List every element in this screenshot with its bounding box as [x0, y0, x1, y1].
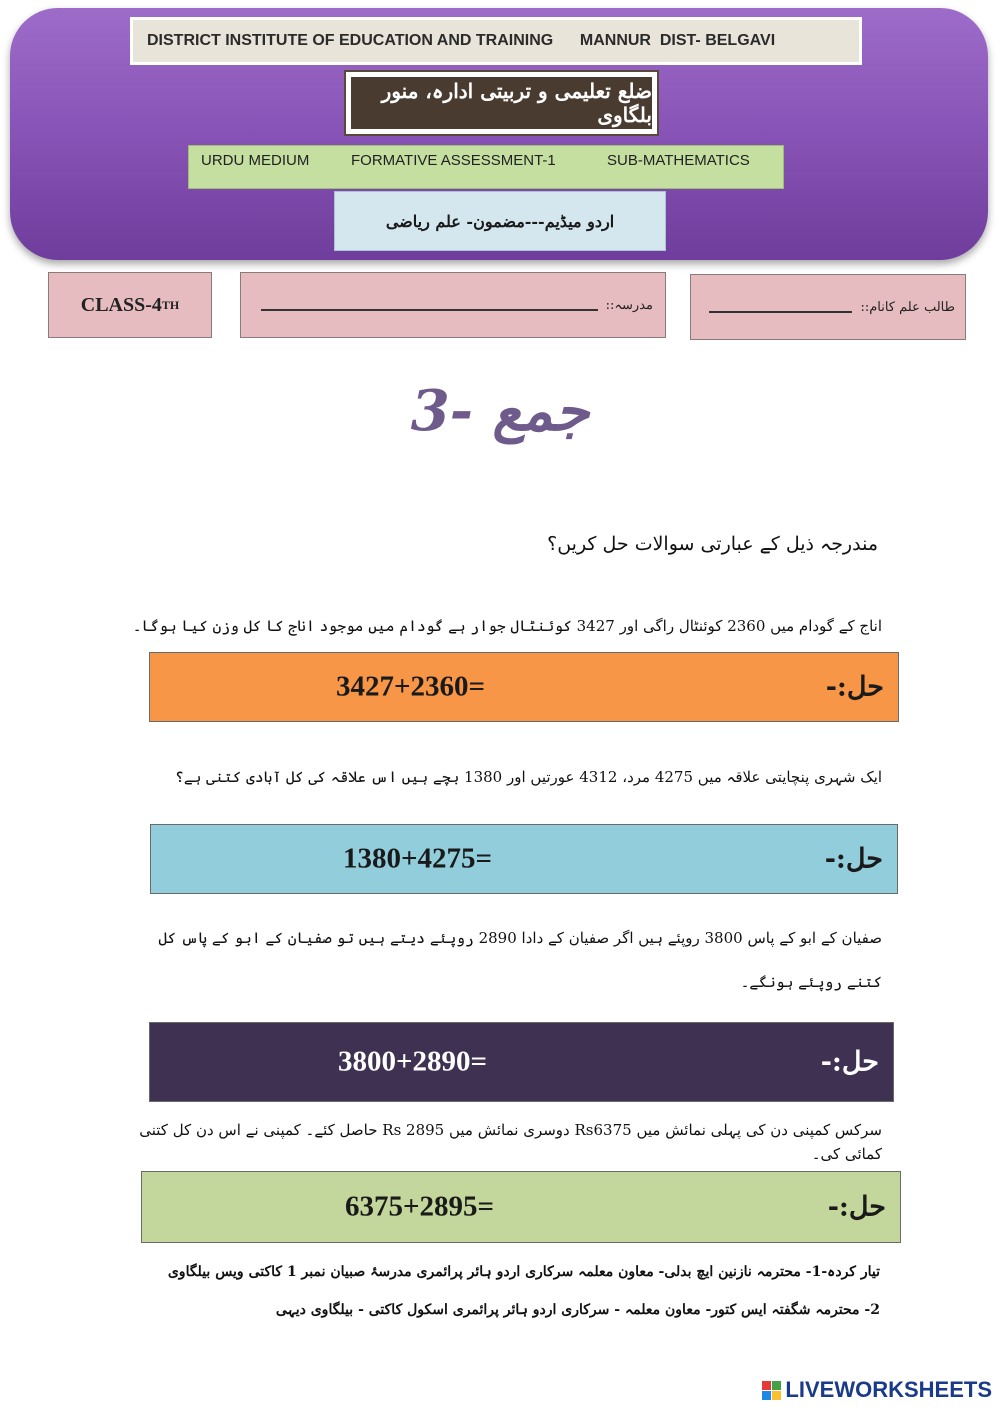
institute-urdu-text: ضلع تعلیمی و تربیتی ادارہ، منور بلگاوی: [351, 77, 652, 129]
logo-square: [762, 1381, 771, 1390]
question-1: اناج کے گودام میں 2360 کوئنٹال راگی اور 3427 کوئنٹال جوار ہے گودام میں موجود اناج کا کل وزن کیا ہوگا۔: [132, 617, 882, 635]
logo-square: [762, 1391, 771, 1400]
school-label: مدرسہ::: [605, 297, 653, 313]
logo-square: [772, 1381, 781, 1390]
student-name-field[interactable]: [690, 274, 966, 340]
solution-label-3: حل:-: [820, 1046, 879, 1078]
class-label: CLASS-4: [80, 293, 162, 316]
credit-line-1: تیار کردہ-1- محترمہ نازنین ایچ بدلی- معاون معلمہ سرکاری اردو ہائر پرائمری مدرسۂ صبیان نمبر 1 کاکتی ویس بیلگاوی: [167, 1264, 880, 1280]
question-4: سرکس کمپنی دن کی پہلی نمائش میں Rs6375 دوسری نمائش میں Rs 2895 حاصل کئے۔ کمپنی نے اس دن کل کتنی کمائی کی۔: [139, 1121, 882, 1163]
question-2: ایک شہری پنچایتی علاقہ میں 4275 مرد، 4312 عورتیں اور 1380 بچے ہیں اس علاقہ کی کل آبادی کتنی ہے؟: [175, 768, 882, 786]
question-3: صفیان کے ابو کے پاس 3800 روپئے ہیں اگر صفیان کے دادا 2890 روپئے دیتے ہیں تو صفیان کے ابو کے پاس کل کتنے روپئے ہونگے۔: [158, 929, 882, 991]
logo-grid-icon: [762, 1381, 781, 1400]
instruction-text: مندرجہ ذیل کے عبارتی سوالات حل کریں؟: [547, 533, 878, 555]
school-name-field[interactable]: [240, 272, 666, 338]
equation-1: 3427+2360=: [336, 670, 486, 703]
student-label: طالب علم کانام::: [860, 299, 955, 315]
school-blank-line: [261, 299, 598, 311]
solution-label-4: حل:-: [827, 1191, 886, 1223]
answer-bar-1[interactable]: [149, 652, 899, 722]
answer-bar-4[interactable]: [141, 1171, 901, 1243]
credit-line-2: 2- محترمہ شگفتہ ایس کتور- معاون معلمہ - سرکاری اردو ہائر پرائمری اسکول کاکتی - بیلگاوی دیہی: [275, 1302, 880, 1318]
assessment-label: FORMATIVE ASSESSMENT-1: [351, 152, 556, 169]
institute-title: DISTRICT INSTITUTE OF EDUCATION AND TRAINING MANNUR DIST- BELGAVI: [130, 17, 862, 65]
logo-text: LIVEWORKSHEETS: [785, 1377, 992, 1402]
answer-bar-3[interactable]: [149, 1022, 894, 1102]
equation-3: 3800+2890=: [338, 1045, 488, 1078]
equation-4: 6375+2895=: [345, 1190, 495, 1223]
liveworksheets-logo: [762, 1377, 992, 1403]
subject-bar: [188, 145, 784, 189]
institute-urdu-banner: [344, 70, 659, 136]
answer-bar-2[interactable]: [150, 824, 898, 894]
medium-urdu-banner: اردو میڈیم---مضمون- علم ریاضی: [334, 191, 666, 251]
solution-label-2: حل:-: [824, 843, 883, 875]
subject-label: SUB-MATHEMATICS: [607, 152, 750, 169]
student-blank-line: [709, 301, 852, 313]
chapter-title: 3- جمع: [410, 378, 590, 444]
class-suffix: TH: [161, 297, 180, 312]
equation-2: 1380+4275=: [343, 842, 493, 875]
solution-label-1: حل:-: [825, 671, 884, 703]
logo-square: [772, 1391, 781, 1400]
medium-label: URDU MEDIUM: [201, 152, 310, 169]
class-box: [48, 272, 212, 338]
